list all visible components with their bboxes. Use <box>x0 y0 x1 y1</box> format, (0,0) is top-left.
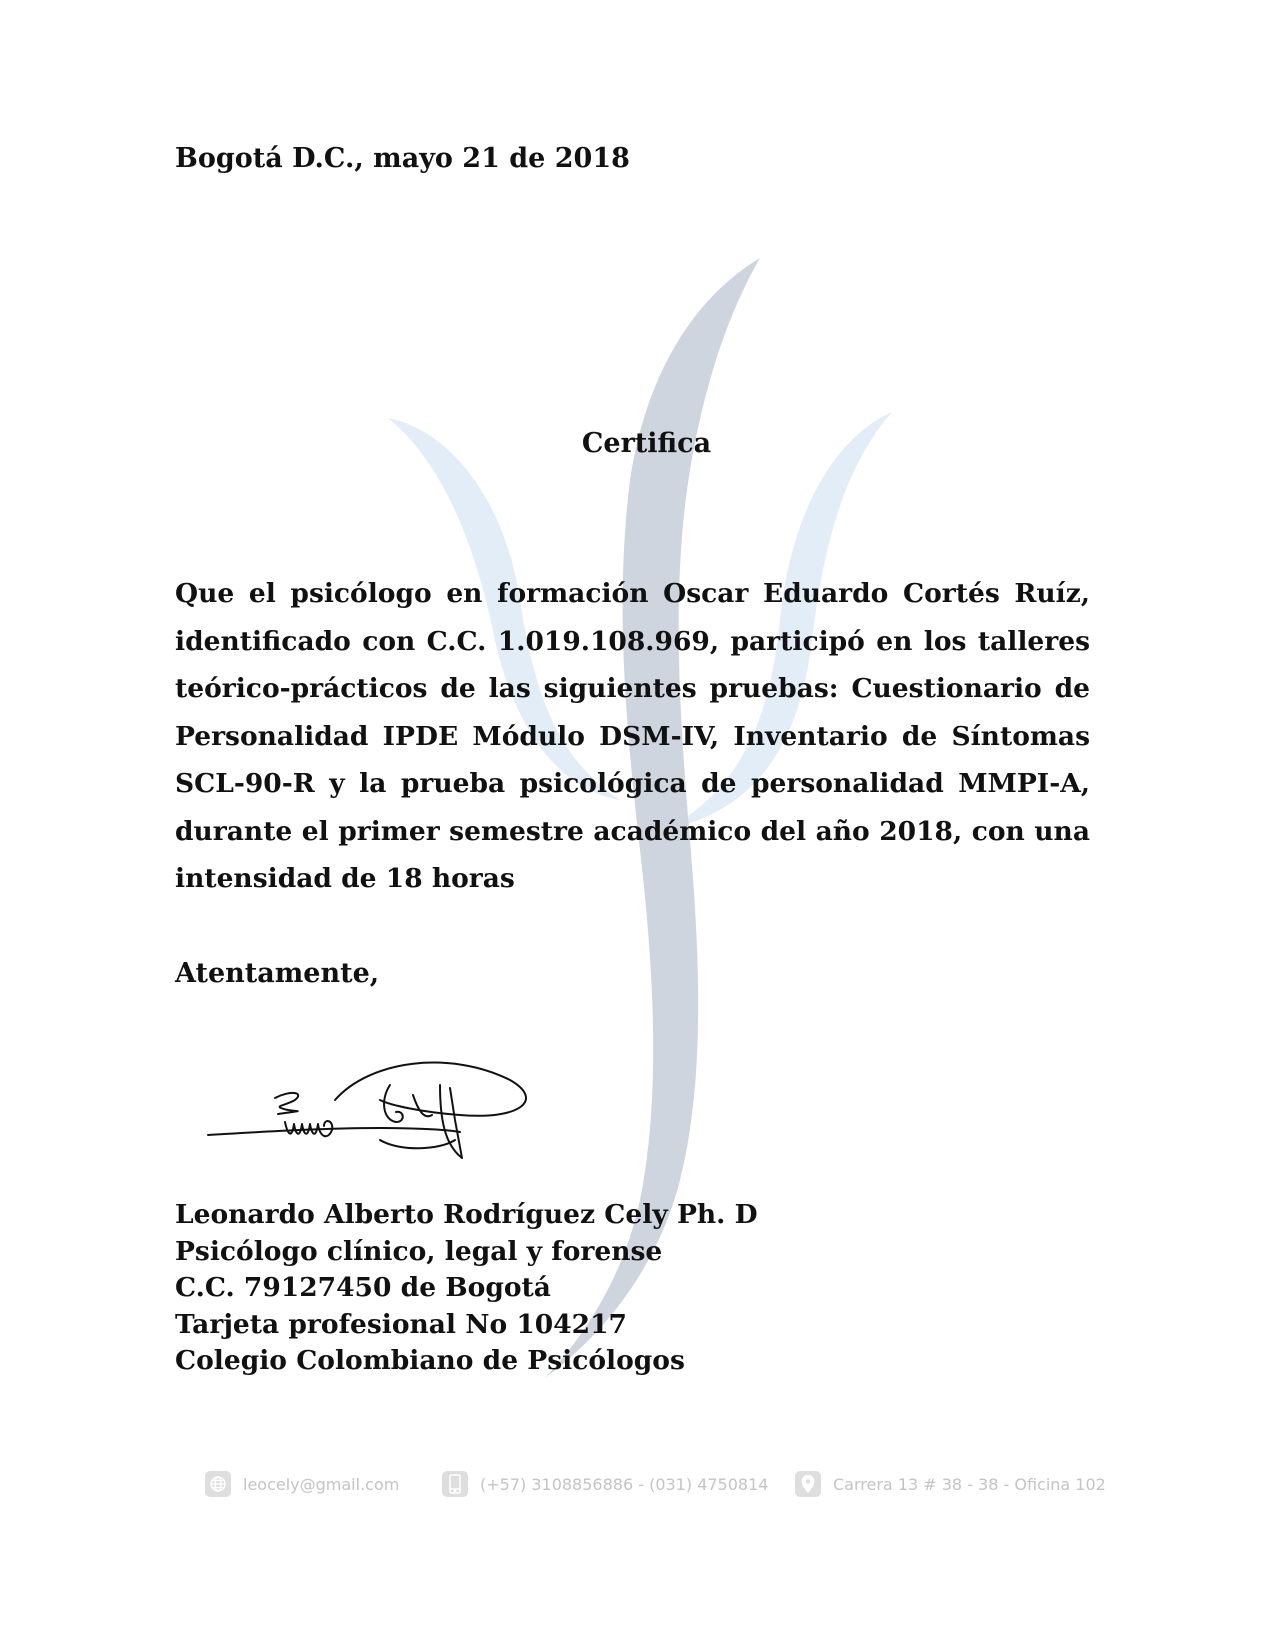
footer-email[interactable] <box>205 1468 399 1500</box>
signer-block <box>175 1197 758 1380</box>
footer-phone[interactable] <box>442 1468 768 1500</box>
date-line: Bogotá D.C., mayo 21 de 2018 <box>175 143 630 174</box>
map-pin-icon <box>795 1471 821 1497</box>
signer-title: Psicólogo clínico, legal y forense <box>175 1235 663 1267</box>
handwritten-signature <box>200 1040 540 1170</box>
footer-email-text: leocely@gmail.com <box>243 1474 400 1494</box>
footer-address[interactable] <box>795 1468 1106 1500</box>
mobile-phone-icon <box>442 1471 468 1497</box>
signer-name: Leonardo Alberto Rodríguez Cely Ph. D <box>175 1199 758 1230</box>
footer-phone-text: (+57) 3108856886 - (031) 4750814 <box>480 1474 769 1494</box>
footer-address-text: Carrera 13 # 38 - 38 - Oficina 102 <box>833 1474 1106 1494</box>
closing-salutation: Atentamente, <box>175 958 380 989</box>
signer-institution: Colegio Colombiano de Psicólogos <box>175 1345 685 1376</box>
certificate-heading: Certifica <box>581 428 712 459</box>
certificate-body: Que el psicólogo en formación Oscar Eduardo Cortés Ruíz, identificado con C.C. 1.019.108.969, participó en los talleres teórico-prácticos de las siguientes pruebas: Cuestionario de Personalidad IPDE Módulo DSM-IV, Inventario de Síntomas SCL-90-R y la prueba psicológica de personalidad MMPI-A, durante el primer semestre académico del año 2018, con una intensidad de 18 horas <box>175 578 1090 894</box>
signer-id: C.C. 79127450 de Bogotá <box>175 1272 551 1303</box>
contact-footer <box>0 1468 1275 1508</box>
signer-license: Tarjeta profesional No 104217 <box>175 1308 627 1340</box>
globe-icon <box>205 1471 231 1497</box>
